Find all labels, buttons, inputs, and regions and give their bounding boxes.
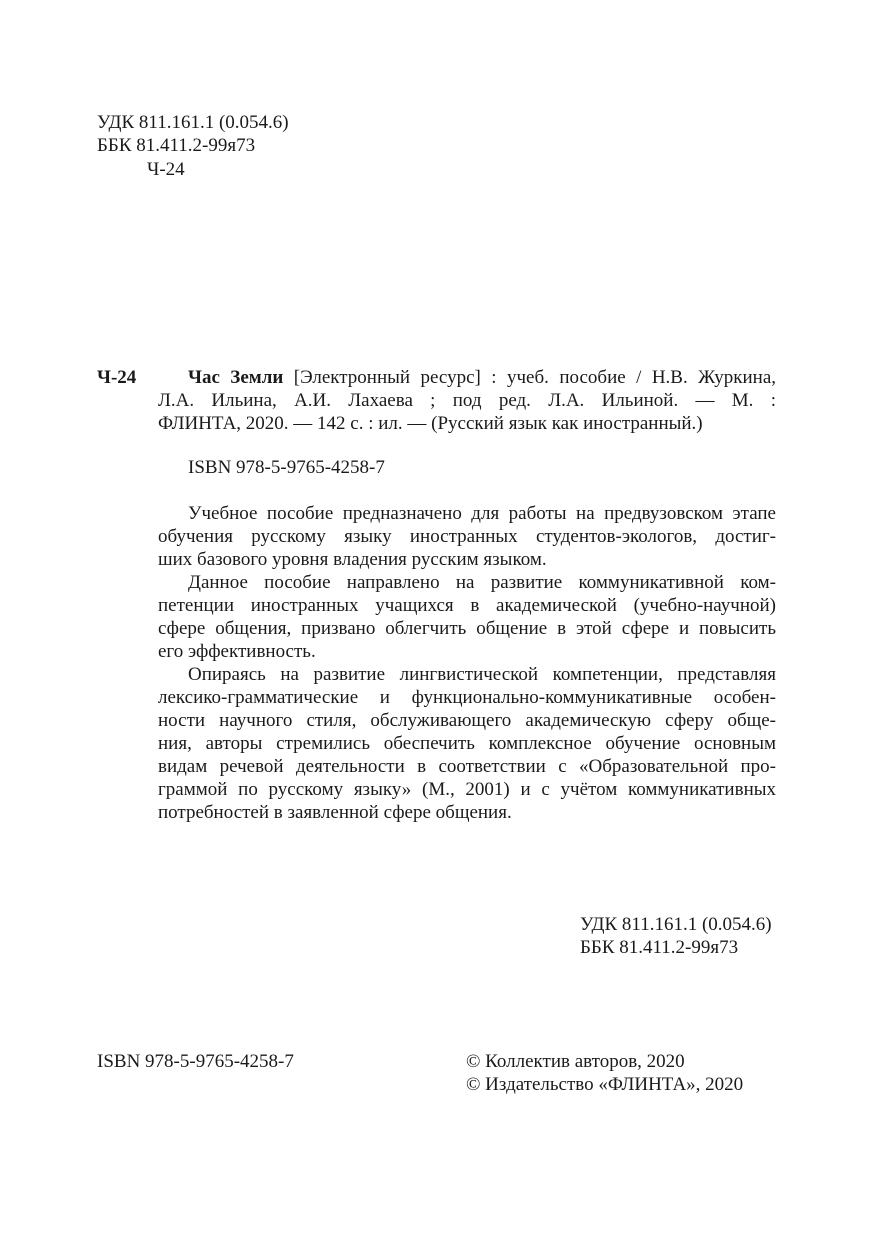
bbk-code-bottom: ББК 81.411.2-99я73: [580, 937, 739, 958]
annotation-line: его эффективность.: [158, 641, 316, 662]
annotation-line: потребностей в заявленной сфере общения.: [158, 802, 512, 823]
udk-code-bottom: УДК 811.161.1 (0.054.6): [580, 914, 772, 935]
bbk-code-top: ББК 81.411.2-99я73: [97, 135, 256, 156]
udk-code-top: УДК 811.161.1 (0.054.6): [97, 112, 289, 133]
annotation-line: ности научного стиля, обслуживающего академическую сферу обще-: [158, 710, 776, 731]
isbn-entry: ISBN 978-5-9765-4258-7: [188, 457, 385, 478]
annotation-line: ших базового уровня владения русским языком.: [158, 549, 547, 570]
author-mark-top: Ч-24: [147, 159, 185, 180]
isbn-bottom: ISBN 978-5-9765-4258-7: [97, 1051, 294, 1072]
annotation-line: лексико-грамматические и функционально-коммуникативные особен-: [158, 687, 776, 708]
annotation-line: видам речевой деятельности в соответствии с «Образовательной про-: [158, 756, 776, 777]
catalog-entry-line-2: Л.А. Ильина, А.И. Лахаева ; под ред. Л.А. Ильиной. — М. :: [158, 390, 776, 411]
annotation-line: сфере общения, призвано облегчить общение в этой сфере и повысить: [158, 618, 776, 639]
copyright-authors: © Коллектив авторов, 2020: [466, 1051, 685, 1072]
annotation-line: обучения русскому языку иностранных студентов-экологов, достиг-: [158, 526, 776, 547]
catalog-entry-line-3: ФЛИНТА, 2020. — 142 с. : ил. — (Русский язык как иностранный.): [158, 413, 703, 434]
copyright-publisher: © Издательство «ФЛИНТА», 2020: [466, 1074, 744, 1095]
book-title: Час Земли: [188, 367, 284, 388]
annotation-line: Опираясь на развитие лингвистической компетенции, представляя: [188, 664, 776, 685]
annotation-line: петенции иностранных учащихся в академической (учебно-научной): [158, 595, 776, 616]
annotation-line: ния, авторы стремились обеспечить комплексное обучение основным: [158, 733, 776, 754]
catalog-entry-line-1: [188, 366, 776, 389]
annotation-line: граммой по русскому языку» (М., 2001) и с учётом коммуникативных: [158, 779, 776, 800]
author-mark-entry: Ч-24: [97, 367, 137, 388]
annotation-line: Данное пособие направлено на развитие коммуникативной ком-: [188, 572, 776, 593]
annotation-line: Учебное пособие предназначено для работы на предвузовском этапе: [188, 503, 776, 524]
catalog-entry-line-1-rest: [Электронный ресурс] : учеб. пособие / Н.В. Журкина,: [283, 367, 777, 388]
